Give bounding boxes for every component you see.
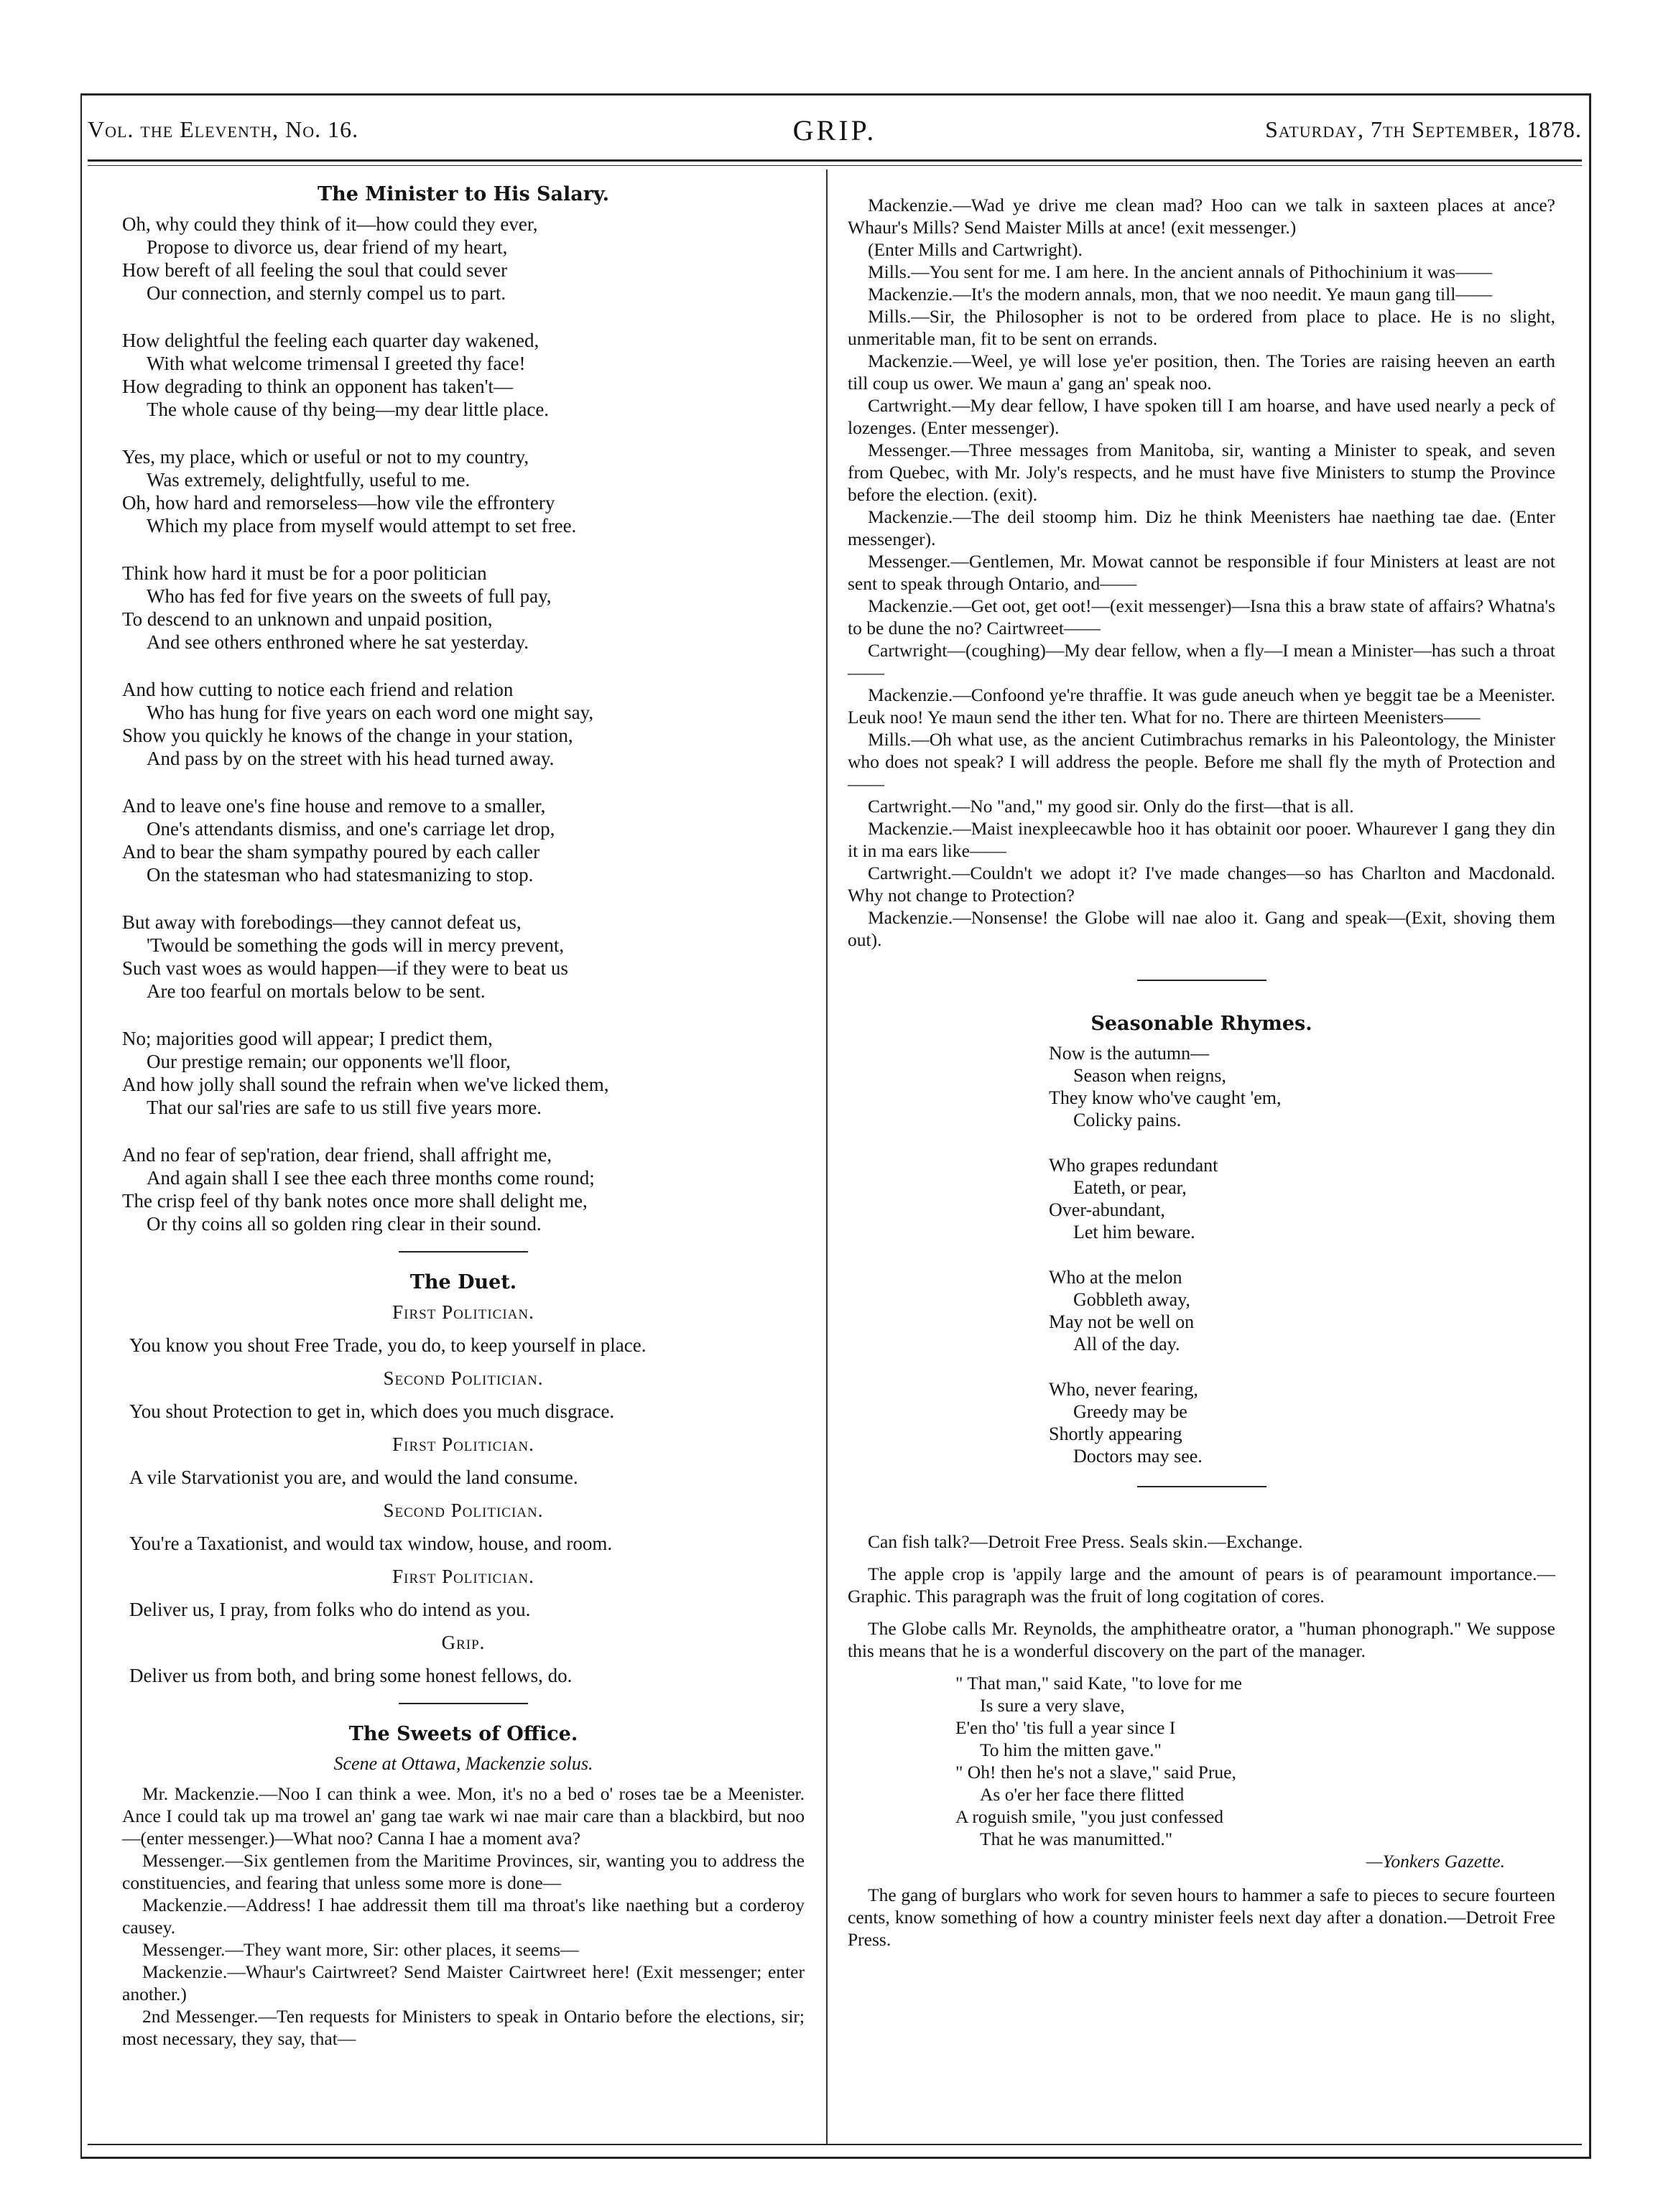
dialogue-paragraph: Mills.—Sir, the Philosopher is not to be ordered from place to place. He is no slight, unmeritable man, fit to be sent on errands.	[848, 306, 1555, 349]
poem-salary	[122, 213, 805, 1235]
speaker-role: First Politician.	[392, 1301, 534, 1323]
speaker-line: A vile Starvationist you are, and would the land consume.	[129, 1467, 578, 1488]
speaker-line: You know you shout Free Trade, you do, to keep yourself in place.	[129, 1334, 647, 1356]
section-separator	[1137, 1486, 1266, 1487]
article-title-salary: The Minister to His Salary.	[317, 183, 609, 205]
stanza	[122, 213, 805, 305]
dialogue-paragraph: Mackenzie.—Maist inexpleecawble hoo it has obtainit oor pooer. Whaurever I gang they din it in ma ears like——	[848, 818, 1555, 861]
verse-line: As o'er her face there flitted	[980, 1784, 1185, 1805]
section-separator	[1137, 980, 1266, 981]
dialogue-paragraph: Cartwright.—My dear fellow, I have spoken till I am hoarse, and have used nearly a peck of lozenges. (Enter messenger).	[848, 395, 1555, 438]
verse-line: Oh, how hard and remorseless—how vile the effrontery	[122, 492, 555, 514]
speaker-line: You shout Protection to get in, which does you much disgrace.	[129, 1400, 615, 1422]
column-divider	[826, 169, 828, 2144]
verse-line: To descend to an unknown and unpaid position,	[122, 608, 493, 630]
verse-line: Season when reigns,	[1073, 1065, 1227, 1086]
verse-line: That our sal'ries are safe to us still five years more.	[147, 1097, 542, 1118]
article-title-seasonable: Seasonable Rhymes.	[1090, 1013, 1312, 1035]
stanza	[122, 1027, 805, 1119]
verse-line: One's attendants dismiss, and one's carriage let drop,	[147, 818, 555, 840]
dialogue-paragraph: Mackenzie.—Nonsense! the Globe will nae aloo it. Gang and speak—(Exit, shoving them out).	[848, 907, 1555, 950]
page-header	[88, 109, 1582, 152]
verse-line: 'Twould be something the gods will in mercy prevent,	[147, 934, 565, 956]
speaker-role: First Politician.	[392, 1566, 534, 1587]
verse-line: To him the mitten gave."	[980, 1739, 1162, 1760]
dialogue-paragraph: Mackenzie.—Address! I hae addressit them till ma throat's like naething but a corderoy causey.	[122, 1895, 805, 1938]
dialogue-paragraph: Cartwright.—No "and," my good sir. Only do the first—that is all.	[868, 796, 1354, 817]
verse-line: Gobbleth away,	[1073, 1289, 1190, 1310]
verse-line: The crisp feel of thy bank notes once more shall delight me,	[122, 1190, 588, 1212]
stanza	[1049, 1378, 1555, 1467]
verse-line: Our prestige remain; our opponents we'll floor,	[147, 1051, 511, 1072]
verse-line: And how cutting to notice each friend and relation	[122, 679, 514, 700]
verse-line: Or thy coins all so golden ring clear in their sound.	[147, 1213, 542, 1235]
verse-line: Yes, my place, which or useful or not to my country,	[122, 446, 529, 468]
speaker-line: Deliver us from both, and bring some honest fellows, do.	[129, 1665, 573, 1686]
stanza	[122, 794, 805, 886]
verse-line: Think how hard it must be for a poor politician	[122, 562, 487, 584]
dialogue-paragraph: Mr. Mackenzie.—Noo I can think a wee. Mon, it's no a bed o' roses tae be a Meenister. Ance I could tak up ma trowel an' gang tae wark wi nae mair care than a blackbird, but noo—(enter messenger.)—What noo? Canna I hae a moment ava?	[122, 1783, 805, 1849]
sweets-prose-continued	[848, 194, 1555, 951]
article-title-duet: The Duet.	[409, 1271, 517, 1293]
verse-line: How bereft of all feeling the soul that could sever	[122, 259, 508, 281]
verse-line: " That man," said Kate, "to love for me	[955, 1673, 1242, 1693]
speaker-role: Grip.	[441, 1632, 486, 1653]
volume-info: Vol. the Eleventh, No. 16.	[88, 116, 359, 142]
stanza	[122, 1143, 805, 1235]
verse-line: Are too fearful on mortals below to be sent.	[147, 980, 486, 1002]
verse-line: A roguish smile, "you just confessed	[955, 1806, 1224, 1827]
stanza	[122, 562, 805, 654]
scene-subtitle: Scene at Ottawa, Mackenzie solus.	[333, 1753, 593, 1774]
verse-line: They know who've caught 'em,	[1049, 1087, 1282, 1108]
quote-attribution: —Yonkers Gazette.	[1366, 1851, 1505, 1872]
verse-line: Over-abundant,	[1049, 1199, 1165, 1220]
verse-line: Shortly appearing	[1049, 1423, 1182, 1444]
dialogue-paragraph: Mackenzie.—The deil stoomp him. Diz he think Meenisters hae naething tae dae. (Enter messenger).	[848, 506, 1555, 549]
dialogue-paragraph: Mackenzie.—Whaur's Cairtwreet? Send Maister Cairtwreet here! (Exit messenger; enter another.)	[122, 1961, 805, 2004]
verse-line: E'en tho' 'tis full a year since I	[955, 1717, 1176, 1738]
verse-line: No; majorities good will appear; I predict them,	[122, 1028, 493, 1049]
verse-line: Now is the autumn—	[1049, 1043, 1210, 1064]
poem-seasonable	[848, 1042, 1555, 1467]
verse-line: And pass by on the street with his head turned away.	[147, 748, 555, 769]
dialogue-paragraph: Messenger.—Six gentlemen from the Maritime Provinces, sir, wanting you to address the constituencies, and fearing that unless some more is done—	[122, 1850, 805, 1893]
verse-line: Greedy may be	[1073, 1401, 1187, 1422]
duet-section	[122, 1301, 805, 1687]
verse-line: Such vast woes as would happen—if they were to beat us	[122, 957, 568, 979]
left-column	[122, 183, 805, 2050]
dialogue-paragraph: Messenger.—Three messages from Manitoba, sir, wanting a Minister to speak, and seven from Quebec, with Mr. Joly's respects, and he must have five Ministers to stump the Province before the election. (exit).	[848, 440, 1555, 505]
verse-line: With what welcome trimensal I greeted thy face!	[147, 353, 526, 374]
sweets-prose	[122, 1783, 805, 2050]
dialogue-paragraph: Mackenzie.—Confoond ye're thraffie. It was gude aneuch when ye beggit tae be a Meenister. Leuk noo! Ye maun send the ither ten. What for no. There are thirteen Meenisters——	[848, 684, 1555, 728]
right-column	[848, 194, 1555, 1961]
quoted-verse	[848, 1672, 1555, 1872]
dialogue-paragraph: 2nd Messenger.—Ten requests for Ministers to speak in Ontario before the elections, sir; most necessary, they say, that—	[122, 2006, 805, 2049]
verse-line: All of the day.	[1073, 1334, 1180, 1354]
verse-line: On the statesman who had statesmanizing to stop.	[147, 864, 534, 886]
verse-line: That he was manumitted."	[980, 1828, 1173, 1849]
dialogue-paragraph: (Enter Mills and Cartwright).	[868, 239, 1083, 260]
header-rule	[88, 159, 1582, 162]
verse-line: And to leave one's fine house and remove to a smaller,	[122, 795, 546, 817]
stanza	[1049, 1266, 1555, 1355]
miscellany	[848, 1530, 1555, 1951]
speaker-line: You're a Taxationist, and would tax window, house, and room.	[129, 1533, 613, 1554]
verse-line: Eateth, or pear,	[1073, 1177, 1187, 1198]
dialogue-paragraph: Cartwright.—Couldn't we adopt it? I've made changes—so has Charlton and Macdonald. Why not change to Protection?	[848, 863, 1555, 906]
news-item: The apple crop is 'appily large and the amount of pears is of pearamount importance.—Graphic. This paragraph was the fruit of long cogitation of cores.	[848, 1563, 1555, 1607]
dialogue-paragraph: Messenger.—Gentlemen, Mr. Mowat cannot be responsible if four Ministers at least are not sent to speak through Ontario, and——	[848, 551, 1555, 594]
verse-line: Our connection, and sternly compel us to part.	[147, 282, 506, 304]
verse-line: And how jolly shall sound the refrain when we've licked them,	[122, 1074, 609, 1095]
speaker-role: First Politician.	[392, 1433, 534, 1455]
dialogue-paragraph: Mackenzie.—Wad ye drive me clean mad? Hoo can we talk in saxteen places at ance? Whaur's Mills? Send Maister Mills at ance! (exit messenger.)	[848, 195, 1555, 238]
speaker-line: Deliver us, I pray, from folks who do intend as you.	[129, 1599, 531, 1620]
speaker-role: Second Politician.	[383, 1367, 544, 1389]
verse-line: Who, never fearing,	[1049, 1379, 1198, 1400]
dialogue-paragraph: Messenger.—They want more, Sir: other places, it seems—	[142, 1939, 579, 1960]
masthead: GRIP.	[792, 114, 877, 147]
verse-line: And no fear of sep'ration, dear friend, shall affright me,	[122, 1144, 552, 1166]
article-title-sweets: The Sweets of Office.	[348, 1723, 578, 1745]
verse-line: Who grapes redundant	[1049, 1155, 1218, 1176]
dialogue-paragraph: Cartwright—(coughing)—My dear fellow, when a fly—I mean a Minister—has such a throat——	[848, 640, 1555, 683]
verse-line: Which my place from myself would attempt to set free.	[147, 515, 577, 536]
news-item: Can fish talk?—Detroit Free Press. Seals skin.—Exchange.	[868, 1531, 1303, 1552]
verse-line: How degrading to think an opponent has taken't—	[122, 376, 514, 397]
verse-line: May not be well on	[1049, 1311, 1195, 1332]
news-item: The Globe calls Mr. Reynolds, the amphitheatre orator, a "human phonograph." We suppose this means that he is a wonderful discovery on the part of the manager.	[848, 1618, 1555, 1661]
verse-line: The whole cause of thy being—my dear little place.	[147, 399, 550, 420]
stanza	[122, 445, 805, 537]
dialogue-paragraph: Mackenzie.—Get oot, get oot!—(exit messenger)—Isna this a braw state of affairs? Whatna's to be dune the no? Cairtwreet——	[848, 595, 1555, 638]
dialogue-paragraph: Mackenzie.—It's the modern annals, mon, that we noo needit. Ye maun gang till——	[868, 284, 1493, 305]
speaker-role: Second Politician.	[383, 1500, 544, 1521]
verse-line: Oh, why could they think of it—how could they ever,	[122, 213, 538, 235]
verse-line: And again shall I see thee each three months come round;	[147, 1167, 595, 1189]
verse-line: Who has hung for five years on each word one might say,	[147, 702, 594, 723]
stanza	[122, 329, 805, 421]
verse-line: But away with forebodings—they cannot defeat us,	[122, 911, 522, 933]
news-item: The gang of burglars who work for seven hours to hammer a safe to pieces to secure fourteen cents, know something of how a country minister feels next day after a donation.—Detroit Free Press.	[848, 1885, 1555, 1950]
verse-line: Who has fed for five years on the sweets of full pay,	[147, 585, 552, 607]
section-separator	[399, 1251, 528, 1253]
verse-line: Show you quickly he knows of the change in your station,	[122, 725, 573, 746]
verse-line: " Oh! then he's not a slave," said Prue,	[955, 1762, 1236, 1783]
stanza	[1049, 1154, 1555, 1243]
stanza	[1049, 1042, 1555, 1131]
verse-line: Colicky pains.	[1073, 1110, 1182, 1130]
verse-line: Is sure a very slave,	[980, 1695, 1125, 1716]
dialogue-paragraph: Mackenzie.—Weel, ye will lose ye'er position, then. The Tories are raising heeven an earth till coup us ower. We maun a' gang an' speak noo.	[848, 350, 1555, 394]
section-separator	[399, 1703, 528, 1704]
verse-line: Doctors may see.	[1073, 1446, 1203, 1467]
dialogue-paragraph: Mills.—You sent for me. I am here. In the ancient annals of Pithochinium it was——	[868, 261, 1493, 282]
verse-line: Propose to divorce us, dear friend of my heart,	[147, 236, 508, 258]
stanza	[122, 678, 805, 770]
bottom-rule	[88, 2144, 1582, 2145]
stanza	[122, 911, 805, 1003]
verse-line: Who at the melon	[1049, 1267, 1182, 1288]
verse-line: And to bear the sham sympathy poured by each caller	[122, 841, 540, 863]
header-rule-thin	[88, 165, 1582, 166]
issue-date: Saturday, 7th September, 1878.	[1265, 116, 1582, 142]
verse-line: Let him beware.	[1073, 1222, 1195, 1242]
verse-line: Was extremely, delightfully, useful to me.	[147, 469, 471, 491]
verse-line: How delightful the feeling each quarter day wakened,	[122, 330, 539, 351]
dialogue-paragraph: Mills.—Oh what use, as the ancient Cutimbrachus remarks in his Paleontology, the Minister who does not speak? I will address the people. Before me shall fly the myth of Protection and——	[848, 729, 1555, 794]
verse-line: And see others enthroned where he sat yesterday.	[147, 631, 529, 653]
